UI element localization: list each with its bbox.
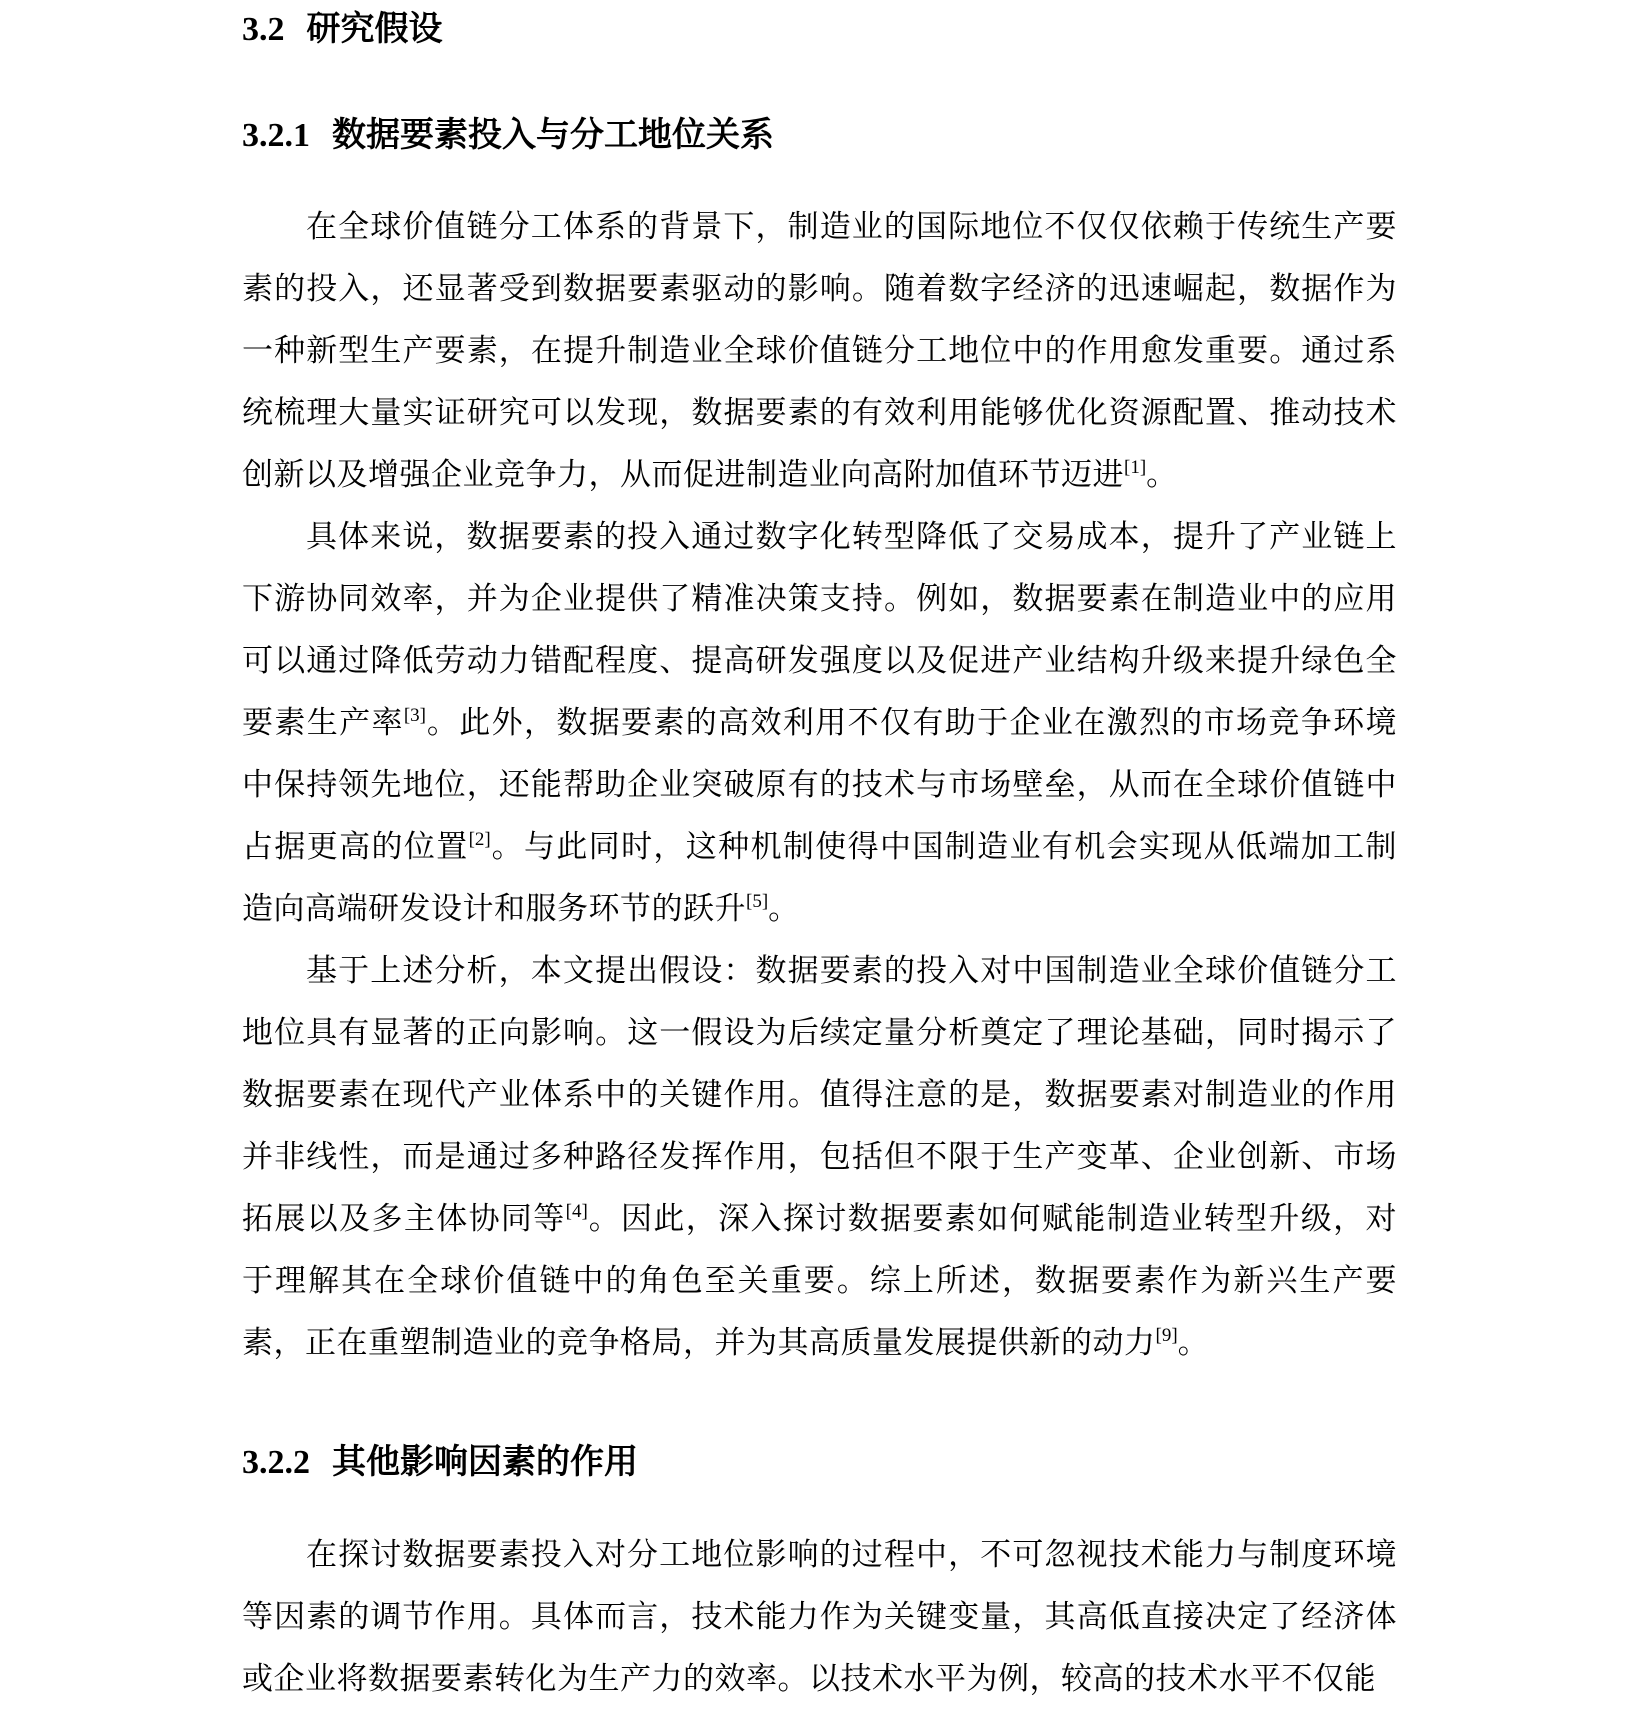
paragraph-3 [242,940,1397,1374]
section-title: 研究假设 [306,9,443,49]
citation-ref: [3] [403,705,426,726]
section-heading [242,4,443,55]
subsection-title: 数据要素投入与分工地位关系 [332,115,774,155]
paragraph-end: 。 [1177,1325,1210,1361]
paragraph-1 [242,196,1397,506]
citation-ref: [4] [565,1201,588,1222]
subsection-body-3-2-2 [242,1524,1397,1710]
paragraph-text: 具体来说，数据要素的投入通过数字化转型降低了交易成本，提升了产业链上下游协同效率，并为企业提供了精准决策支持。例如，数据要素在制造业中的应用可以通过降低劳动力错配程度、提高研发强度以及促进产业结构升级来提升绿色全要素生产率 [242,519,1397,741]
citation-ref: [2] [468,829,491,850]
citation-ref: [9] [1155,1325,1178,1346]
paragraph-4 [242,1524,1397,1710]
section-number: 3.2 [242,11,285,48]
paragraph-text: 。因此，深入探讨数据要素如何赋能制造业转型升级，对于理解其在全球价值链中的角色至关重要。综上所述，数据要素作为新兴生产要素，正在重塑制造业的竞争格局，并为其高质量发展提供新的动力 [242,1201,1397,1361]
paragraph-text: 在全球价值链分工体系的背景下，制造业的国际地位不仅仅依赖于传统生产要素的投入，还显著受到数据要素驱动的影响。随着数字经济的迅速崛起，数据作为一种新型生产要素，在提升制造业全球价值链分工地位中的作用愈发重要。通过系统梳理大量实证研究可以发现，数据要素的有效利用能够优化资源配置、推动技术创新以及增强企业竞争力，从而促进制造业向高附加值环节迈进 [242,209,1397,493]
paragraph-end: 。 [768,891,800,927]
subsection-heading-3-2-1 [242,110,774,161]
paragraph-end: 。 [1146,457,1178,493]
subsection-number: 3.2.2 [242,1444,310,1481]
paragraph-text: 基于上述分析，本文提出假设：数据要素的投入对中国制造业全球价值链分工地位具有显著的正向影响。这一假设为后续定量分析奠定了理论基础，同时揭示了数据要素在现代产业体系中的关键作用。值得注意的是，数据要素对制造业的作用并非线性，而是通过多种路径发挥作用，包括但不限于生产变革、企业创新、市场拓展以及多主体协同等 [242,953,1397,1237]
subsection-title: 其他影响因素的作用 [332,1442,638,1482]
citation-ref: [1] [1124,457,1147,478]
citation-ref: [5] [746,891,769,912]
paragraph-text: 。此外，数据要素的高效利用不仅有助于企业在激烈的市场竞争环境中保持领先地位，还能帮助企业突破原有的技术与市场壁垒，从而在全球价值链中占据更高的位置 [242,705,1398,865]
paragraph-text: 。与此同时，这种机制使得中国制造业有机会实现从低端加工制造向高端研发设计和服务环节的跃升 [242,829,1398,927]
subsection-number: 3.2.1 [242,117,310,154]
paragraph-2 [242,506,1397,940]
paragraph-text: 在探讨数据要素投入对分工地位影响的过程中，不可忽视技术能力与制度环境等因素的调节作用。具体而言，技术能力作为关键变量，其高低直接决定了经济体或企业将数据要素转化为生产力的效率。以技术水平为例，较高的技术水平不仅能 [242,1537,1397,1697]
subsection-heading-3-2-2 [242,1437,638,1488]
subsection-body-3-2-1 [242,196,1397,1374]
